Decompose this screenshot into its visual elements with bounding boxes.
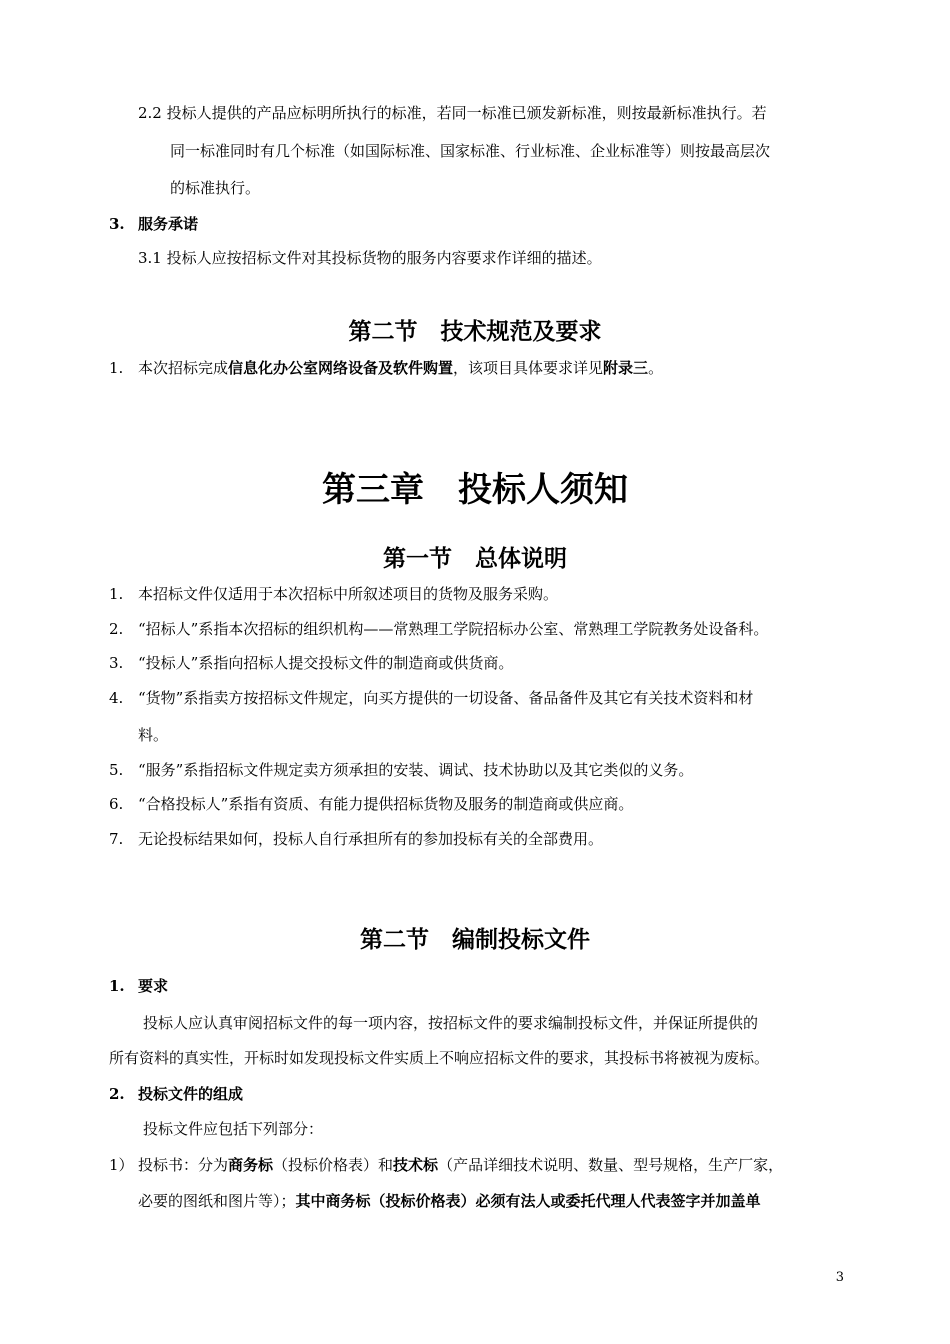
list-number: 3. — [109, 654, 124, 672]
list-item — [109, 653, 513, 673]
clause-3-1: 3.1 投标人应按招标文件对其投标货物的服务内容要求作详细的描述。 — [138, 249, 602, 267]
text-run: （投标价格表）和 — [273, 1156, 394, 1174]
list-number: 7. — [109, 830, 124, 848]
list-text: “合格投标人”系指有资质、有能力提供招标货物及服务的制造商或供应商。 — [138, 795, 634, 813]
text-run: 本次招标完成 — [138, 359, 229, 377]
list-text: “货物”系指卖方按招标文件规定，向买方提供的一切设备、备品备件及其它有关技术资料和材 — [138, 689, 754, 707]
list-item — [109, 794, 633, 814]
list-number: 1） — [109, 1156, 134, 1174]
bold-requirement: 其中商务标（投标价格表）必须有法人或委托代理人代表签字并加盖单 — [295, 1192, 761, 1210]
list-item — [109, 584, 558, 604]
list-text: 无论投标结果如何，投标人自行承担所有的参加投标有关的全部费用。 — [138, 830, 604, 848]
subsection-requirements — [109, 976, 168, 996]
subsection-title: 投标文件的组成 — [138, 1085, 244, 1103]
section-3-number: 3. — [109, 215, 125, 233]
text-run: 投标书：分为 — [138, 1156, 229, 1174]
list-text: “招标人”系指本次招标的组织机构——常熟理工学院招标办公室、常熟理工学院教务处设备科。 — [138, 620, 769, 638]
subsection-composition — [109, 1084, 243, 1104]
section-title-prepare-bid: 第二节 编制投标文件 — [360, 927, 590, 953]
list-item-continuation: 料。 — [138, 726, 169, 744]
appendix-ref: 附录三 — [603, 359, 649, 377]
page-number: 3 — [835, 1270, 844, 1285]
section-3-heading — [109, 214, 198, 234]
bid-doc-item-1-line2 — [138, 1191, 761, 1211]
clause-2-2-line2: 同一标准同时有几个标准（如国际标准、国家标准、行业标准、企业标准等）则按最高层次 — [170, 142, 771, 160]
requirements-para-line1: 投标人应认真审阅招标文件的每一项内容，按招标文件的要求编制投标文件，并保证所提供的 — [143, 1014, 759, 1032]
list-text: 本招标文件仅适用于本次招标中所叙述项目的货物及服务采购。 — [138, 585, 559, 603]
list-number: 5. — [109, 761, 124, 779]
section-title-general: 第一节 总体说明 — [383, 546, 567, 572]
text-run: 必要的图纸和图片等）； — [138, 1192, 296, 1210]
list-item — [109, 688, 753, 708]
text-run: ，该项目具体要求详见 — [453, 359, 604, 377]
list-item — [109, 829, 603, 849]
clause-2-2-line3: 的标准执行。 — [170, 179, 261, 197]
chapter-title: 第三章 投标人须知 — [322, 470, 628, 510]
list-number: 2. — [109, 1085, 125, 1103]
bold-term: 技术标 — [393, 1156, 439, 1174]
text-run: 。 — [648, 359, 664, 377]
bid-doc-item-1-line1 — [109, 1155, 783, 1175]
subsection-title: 要求 — [138, 977, 169, 995]
requirements-para-line2: 所有资料的真实性，开标时如发现投标文件实质上不响应招标文件的要求，其投标书将被视为废标。 — [109, 1049, 770, 1067]
list-item — [109, 619, 768, 639]
list-item — [109, 760, 693, 780]
project-name: 信息化办公室网络设备及软件购置 — [228, 359, 454, 377]
clause-2-2-line1: 2.2 投标人提供的产品应标明所执行的标准，若同一标准已颁发新标准，则按最新标准执行。若 — [138, 104, 767, 122]
list-number: 2. — [109, 620, 124, 638]
tech-spec-item-1 — [109, 358, 663, 378]
list-number: 1. — [109, 585, 124, 603]
text-run: （产品详细技术说明、数量、型号规格，生产厂家， — [438, 1156, 784, 1174]
bold-term: 商务标 — [228, 1156, 274, 1174]
list-text: “投标人”系指向招标人提交投标文件的制造商或供货商。 — [138, 654, 514, 672]
list-number: 1. — [109, 977, 125, 995]
section-title-tech-spec: 第二节 技术规范及要求 — [348, 319, 602, 345]
composition-intro: 投标文件应包括下列部分： — [143, 1120, 324, 1138]
section-3-title: 服务承诺 — [138, 215, 199, 233]
list-number: 1. — [109, 359, 124, 377]
list-number: 4. — [109, 689, 124, 707]
list-text: “服务”系指招标文件规定卖方须承担的安装、调试、技术协助以及其它类似的义务。 — [138, 761, 694, 779]
list-number: 6. — [109, 795, 124, 813]
